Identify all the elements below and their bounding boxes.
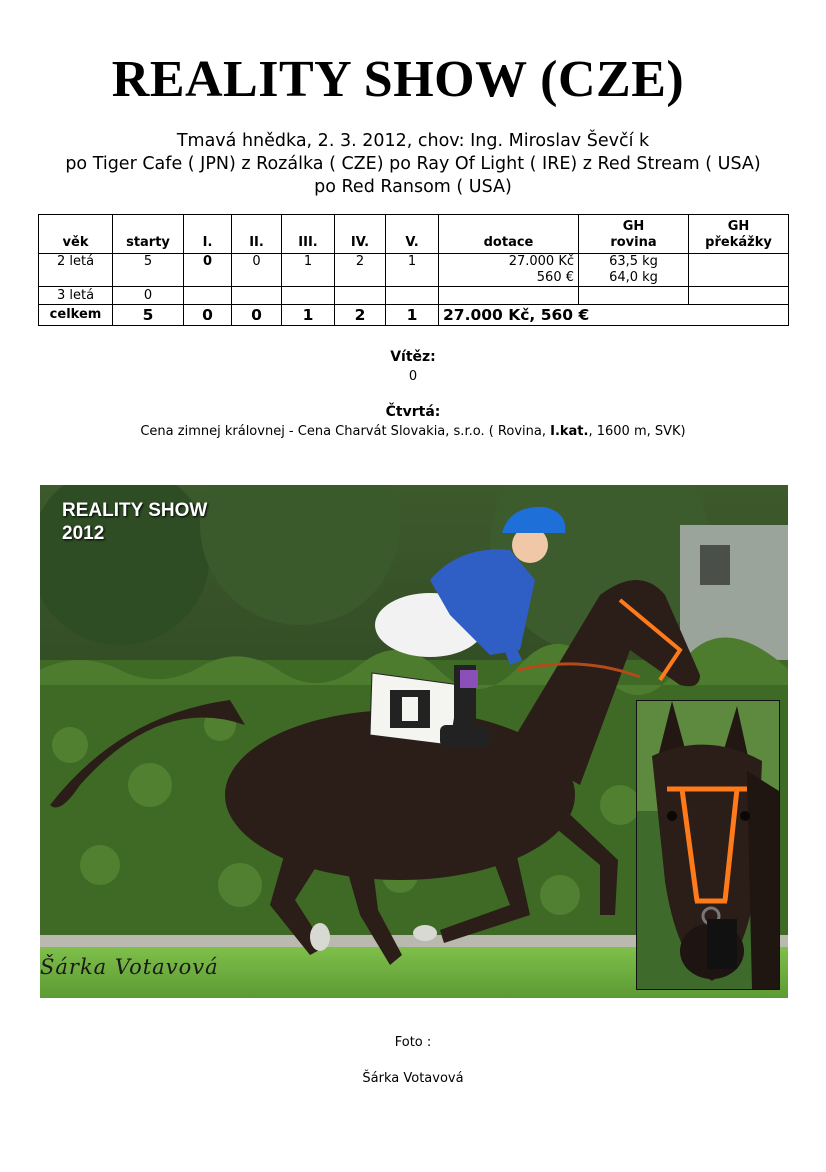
header-gh-flat-line2: rovina	[610, 235, 657, 250]
header-gh-jump-line2: překážky	[705, 235, 772, 250]
total-fifth: 1	[386, 305, 439, 326]
header-age: věk	[39, 215, 113, 254]
cell-gh-flat-1: 63,5 kg	[609, 254, 658, 269]
table-total-row	[39, 305, 789, 326]
table-row	[39, 287, 789, 305]
total-second: 0	[232, 305, 282, 326]
cell-gh-flat	[579, 287, 689, 305]
header-third: III.	[282, 215, 335, 254]
cell-second	[232, 287, 282, 305]
header-first: I.	[184, 215, 232, 254]
cell-prize	[439, 287, 579, 305]
cell-second: 0	[232, 254, 282, 287]
photo-caption	[62, 499, 207, 545]
header-prize: dotace	[439, 215, 579, 254]
cell-fourth	[335, 287, 386, 305]
cell-third	[282, 287, 335, 305]
cell-prize-czk: 27.000 Kč	[508, 254, 574, 269]
pedigree-line-1: Tmavá hnědka, 2. 3. 2012, chov: Ing. Miroslav Ševčí k	[176, 131, 650, 151]
photo-credit-label: Foto :	[394, 1035, 432, 1050]
winner-value: 0	[408, 369, 418, 384]
total-label: celkem	[39, 305, 113, 326]
horse-head-illustration	[637, 701, 779, 989]
header-gh-jump	[689, 215, 789, 254]
horse-head-inset-photo	[636, 700, 780, 990]
cell-starts: 0	[113, 287, 184, 305]
horse-name-title: REALITY SHOW (CZE)	[111, 51, 685, 108]
cell-first: 0	[184, 254, 232, 287]
race-category: I.kat.	[550, 424, 589, 439]
total-prize: 27.000 Kč, 560 €	[439, 305, 789, 326]
photo-caption-name: REALITY SHOW	[62, 500, 208, 521]
fourth-place-heading: Čtvrtá:	[385, 404, 441, 420]
cell-gh-jump	[689, 287, 789, 305]
table-row	[39, 254, 789, 287]
total-third: 1	[282, 305, 335, 326]
total-starts: 5	[113, 305, 184, 326]
winner-heading: Vítěz:	[390, 349, 436, 365]
header-starts: starty	[113, 215, 184, 254]
race-name: Cena zimnej královnej - Cena Charvát Slovakia, s.r.o. ( Rovina,	[140, 424, 551, 439]
cell-prize	[439, 254, 579, 287]
header-fourth: IV.	[335, 215, 386, 254]
cell-gh-jump	[689, 254, 789, 287]
cell-fifth: 1	[386, 254, 439, 287]
photographer-signature: Šárka Votavová	[40, 955, 219, 979]
header-second: II.	[232, 215, 282, 254]
horse-photo	[40, 485, 788, 998]
cell-third: 1	[282, 254, 335, 287]
total-fourth: 2	[335, 305, 386, 326]
pedigree-line-2: po Tiger Cafe ( JPN) z Rozálka ( CZE) po Ray Of Light ( IRE) z Red Stream ( USA)	[65, 154, 761, 174]
fourth-place-race	[0, 424, 826, 439]
header-fifth: V.	[386, 215, 439, 254]
cell-starts: 5	[113, 254, 184, 287]
header-gh-flat-line1: GH	[622, 219, 645, 234]
cell-fourth: 2	[335, 254, 386, 287]
cell-age: 3 letá	[39, 287, 113, 305]
cell-gh-flat-2: 64,0 kg	[609, 270, 658, 285]
table-header-row	[39, 215, 789, 254]
header-gh-flat	[579, 215, 689, 254]
total-first: 0	[184, 305, 232, 326]
header-gh-jump-line1: GH	[727, 219, 750, 234]
pedigree-line-3: po Red Ransom ( USA)	[314, 177, 512, 197]
cell-first	[184, 287, 232, 305]
cell-prize-eur: 560 €	[536, 270, 574, 285]
cell-gh-flat	[579, 254, 689, 287]
photo-credit-author: Šárka Votavová	[362, 1071, 464, 1086]
cell-fifth	[386, 287, 439, 305]
cell-age: 2 letá	[39, 254, 113, 287]
race-statistics-table	[38, 214, 789, 326]
race-details: , 1600 m, SVK)	[588, 424, 686, 439]
photo-caption-year: 2012	[62, 523, 105, 544]
